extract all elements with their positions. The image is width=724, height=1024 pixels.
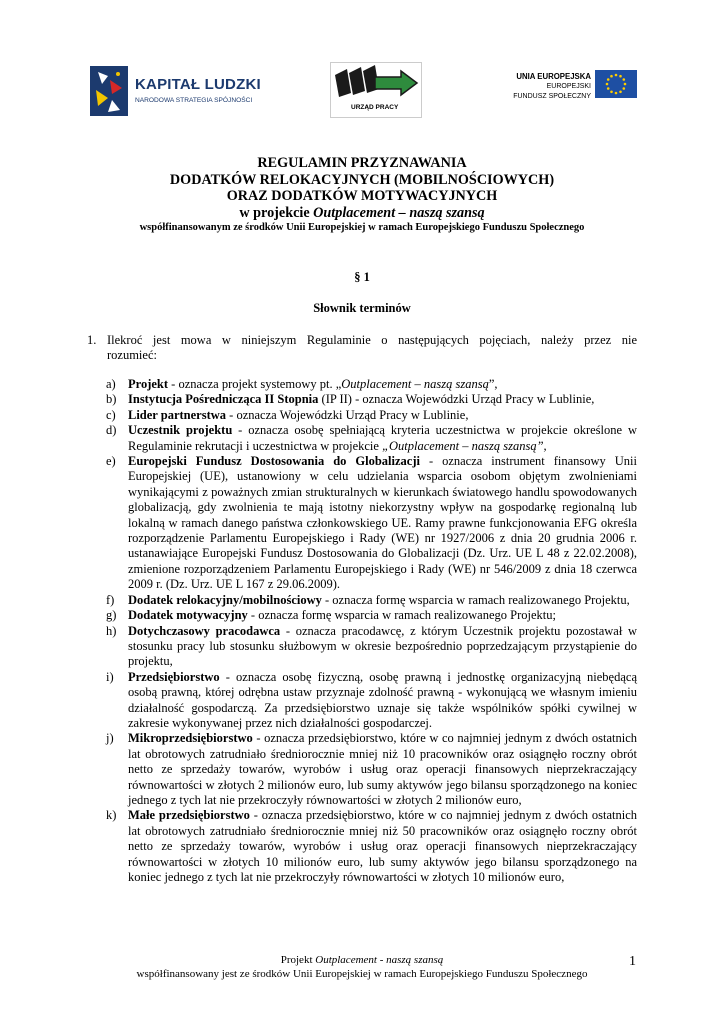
page-number: 1 [629,954,636,969]
footer-project-name: Outplacement - naszą szansą [315,954,444,966]
definition-text: - oznacza instrument finansowy Unii Europejskiej (UE), ustanowiony w celu udzielania wsparcia osobom objętym zwolnieniami wynikającymi z poważnych zmian strukturalnych w kierunkach światowego handlu spowodowanych globalizacją, gdy zwolnienia te mają istotny niekorzystny wpływ na gospodarkę regionalną lub lokalną w ramach danego państwa członkowskiego UE. Ramy prawne funkcjonowania EFG określa rozporządzenie Parlamentu Europejskiego i Rady (WE) nr 1927/2006 z dnia 20 grudnia 2006 r. ustanawiające Europejski Fundusz Dostosowania do Globalizacji (Dz. Urz. UE L 48 z 22.02.2008), zmienione rozporządzeniem Parlamentu Europejskiego i Rady (WE) nr 546/2009 z dnia 18 czerwca 2009 r. (Dz. Urz. UE L 167 z 29.06.2009). [128,454,637,592]
footer-prefix: Projekt [280,954,316,966]
eu-line2: EUROPEJSKI [546,83,591,90]
definition-letter: g) [106,608,117,623]
definition-item [106,423,637,454]
definition-text: - oznacza formę wsparcia w ramach realizowanego Projektu, [321,592,630,607]
document-title [0,155,724,235]
definition-italic: Outplacement – naszą szansą [341,377,489,391]
eu-flag-icon [595,70,637,98]
kapital-ludzki-emblem-icon [90,66,128,116]
definition-text: - oznacza pracodawcę, z którym Uczestnik projektu pozostawał w stosunku pracy lub stosunku służbowym w okresie bezpośrednio poprzedzającym przystąpienie do projektu, [128,623,637,669]
intro-line-2: rozumieć: [107,348,157,363]
title-line-4 [0,205,724,222]
kapital-ludzki-subtitle: NARODOWA STRATEGIA SPÓJNOŚCI [135,97,253,104]
title-subtitle: współfinansowanym ze środków Unii Europejskiej w ramach Europejskiego Funduszu Społecznego [139,222,585,233]
footer-line-1 [0,953,724,967]
definitions-list [106,377,637,885]
definition-letter: f) [106,592,115,607]
definition-text: - oznacza osobę fizyczną, osobę prawną i jednostkę organizacyjną niebędącą osobą prawną, której odrębna ustaw przyznaje zdolność prawną - wykonującą we własnym imieniu działalność gospodarczą. Za przedsiębiorstwo uznaje się także wspólników spółki cywilnej w zakresie wykonywanej przez nich działalności gospodarczej. [128,669,637,730]
definition-letter: i) [106,669,114,684]
definition-letter: j) [106,731,114,746]
definition-item [106,608,637,623]
definition-term: Dodatek motywacyjny [128,608,248,623]
urzad-pracy-logo [330,62,422,118]
definition-text: - oznacza formę wsparcia w ramach realizowanego Projektu; [247,608,556,623]
kapital-ludzki-logo [85,62,260,120]
title-line-1: REGULAMIN PRZYZNAWANIA [257,155,467,171]
definition-term: Małe przedsiębiorstwo [128,808,250,823]
definition-item [106,392,637,407]
definition-term: Dotychczasowy pracodawca [128,623,281,638]
definition-term: Lider partnerstwa [128,407,227,422]
definition-letter: c) [106,407,116,422]
title-line-4-prefix: w projekcie [239,204,314,221]
footer-line-2: współfinansowany jest ze środków Unii Europejskiej w ramach Europejskiego Funduszu Społecznego [136,968,588,980]
eu-text [513,71,591,101]
definition-item [106,593,637,608]
definition-letter: k) [106,808,117,823]
urzad-pracy-label: URZĄD PRACY [351,104,399,111]
definition-text: - oznacza przedsiębiorstwo, które w co najmniej jednym z dwóch ostatnich lat obrotowych zatrudniało średniorocznie mniej niż 10 pracowników oraz osiągnęło roczny obrót netto ze sprzedaży towarów, wyrobów i usług oraz operacji finansowych nieprzekraczający równowartości w złotych 2 milionów euro, lub sumy aktywów jego bilansu sporządzonego na koniec jednego z tych lat nie przekroczyły równowartości w złotych 2 milionów euro, [128,731,637,807]
definition-item [106,377,637,392]
kapital-ludzki-title: KAPITAŁ LUDZKI [135,76,261,93]
intro-line-1: Ilekroć jest mowa w niniejszym Regulaminie o następujących pojęciach, należy przez nie [107,333,637,347]
definition-text: - oznacza Wojewódzki Urząd Pracy w Lublinie, [226,407,469,422]
definition-item [106,408,637,423]
definition-term: Uczestnik projektu [128,423,233,438]
section-heading: Słownik terminów [313,301,411,315]
eu-line3: FUNDUSZ SPOŁECZNY [513,92,591,100]
eu-line1: UNIA EUROPEJSKA [516,72,591,81]
definition-item [106,624,637,670]
definition-letter: h) [106,623,117,638]
definition-term: Instytucja Pośrednicząca II Stopnia [128,392,319,407]
definition-term: Dodatek relokacyjny/mobilnościowy [128,592,322,607]
definition-item [106,731,637,808]
section-number: § 1 [354,270,370,284]
definition-italic: „Outplacement – naszą szansą”, [382,438,547,453]
definition-term: Europejski Fundusz Dostosowania do Globalizacji [128,454,420,469]
definition-term: Projekt [128,377,169,391]
definition-item [106,454,637,593]
page-footer [0,953,724,981]
title-line-4-project: Outplacement – naszą szansą [313,204,485,221]
intro-paragraph [87,333,637,364]
definition-letter: a) [106,377,116,391]
definition-item [106,808,637,885]
intro-number: 1. [87,333,97,347]
definition-text: - oznacza osobę spełniającą kryteria uczestnictwa w projekcie określone w Regulaminie rekrutacji i uczestnictwa w projekcie [128,423,637,453]
definition-text: - oznacza projekt systemowy pt. „ [168,377,342,391]
eu-logo [480,62,645,118]
definition-term: Przedsiębiorstwo [128,669,220,684]
title-line-3: ORAZ DODATKÓW MOTYWACYJNYCH [226,188,498,204]
definition-tail: ”, [488,377,498,391]
title-line-2: DODATKÓW RELOKACYJNYCH (MOBILNOŚCIOWYCH) [169,171,555,188]
definition-text: (IP II) - oznacza Wojewódzki Urząd Pracy w Lublinie, [318,392,595,407]
definition-text: - oznacza przedsiębiorstwo, które w co najmniej jednym z dwóch ostatnich lat obrotowych zatrudniało średniorocznie mniej niż 50 pracowników oraz osiągnęło roczny obrót netto ze sprzedaży towarów, wyrobów i usług oraz operacji finansowych nieprzekraczający równowartości w złotych 10 milionów euro, lub sumy aktywów jego bilansu sporządzonego na koniec jednego z tych lat nie przekroczyły równowartości w złotych 10 milionów euro, [128,808,637,884]
urzad-pracy-arrow-icon [331,63,421,103]
header-logos [0,62,724,122]
definition-letter: b) [106,392,117,407]
definition-term: Mikroprzedsiębiorstwo [128,731,253,746]
definition-letter: e) [106,454,116,469]
definition-item [106,670,637,732]
definition-letter: d) [106,423,117,438]
